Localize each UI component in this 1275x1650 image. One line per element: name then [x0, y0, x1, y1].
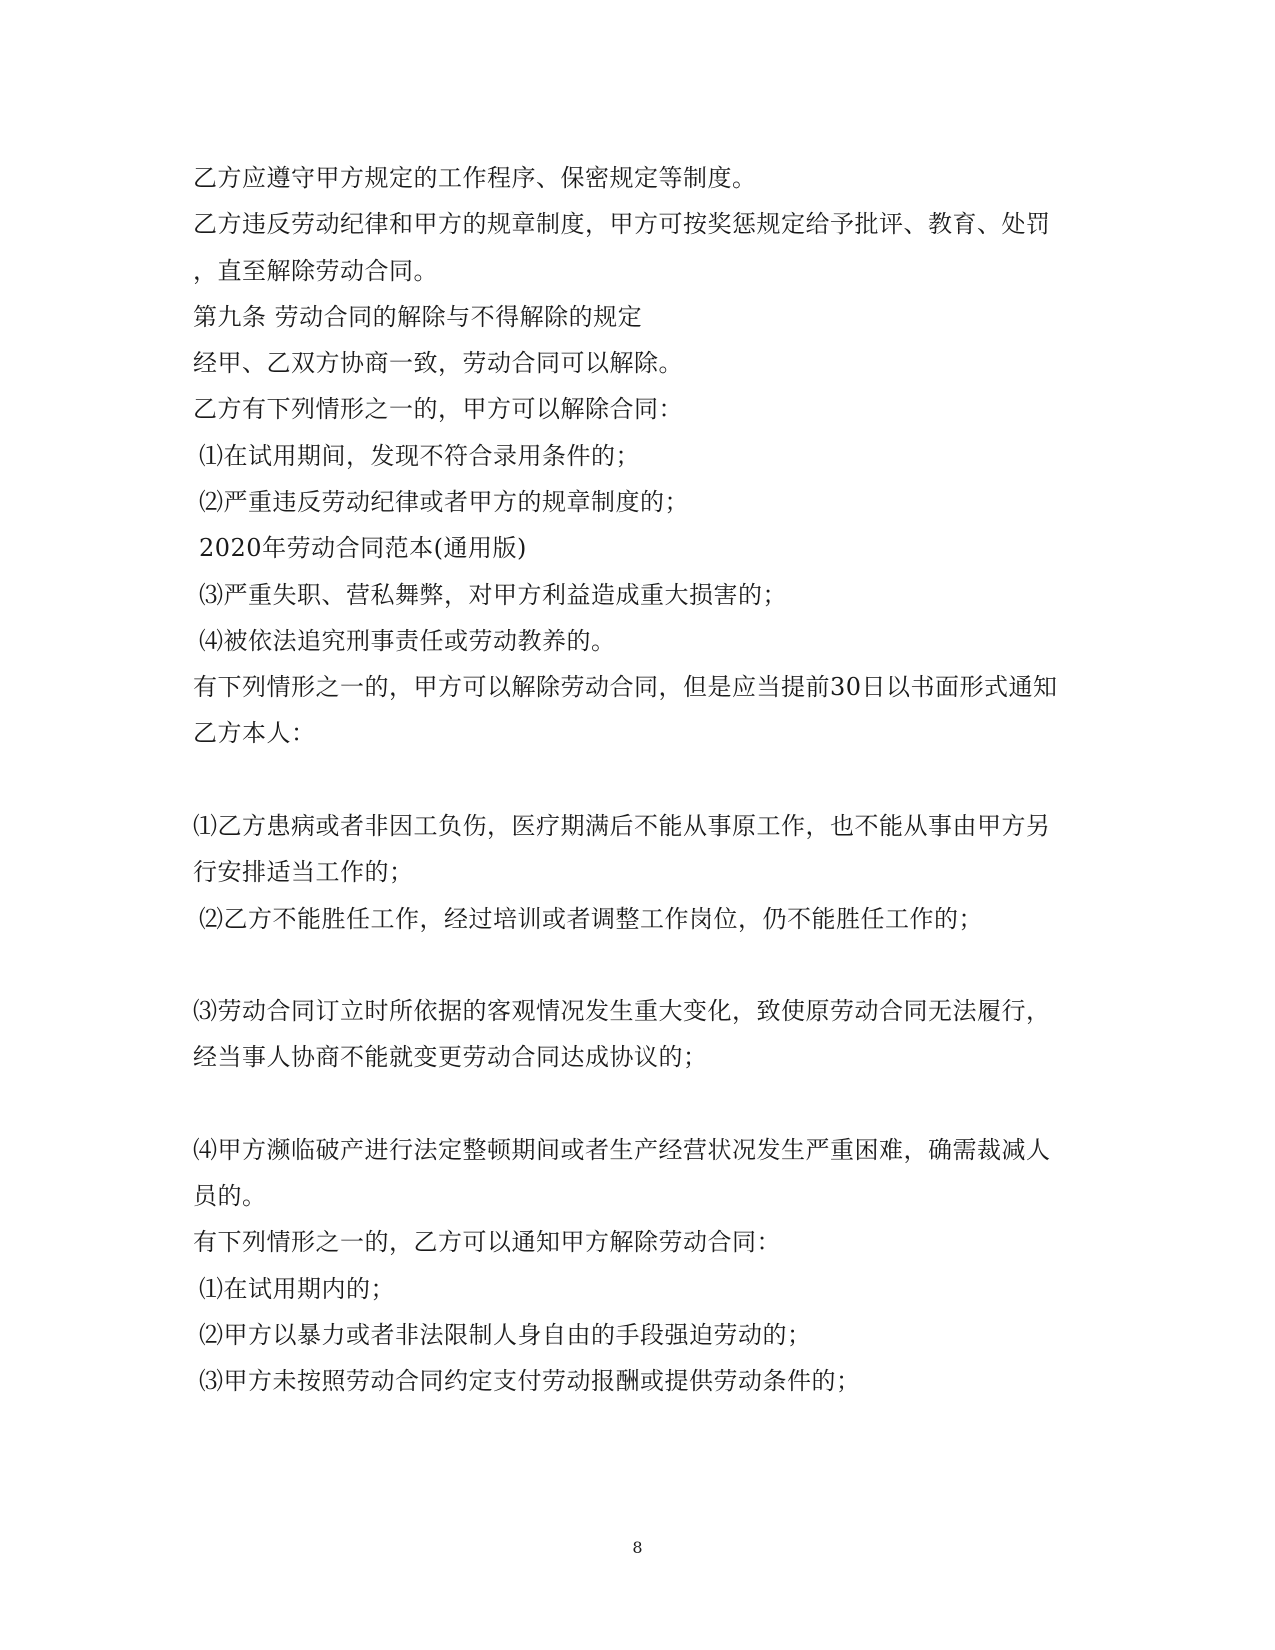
list-item: ⑶严重失职、营私舞弊，对甲方利益造成重大损害的；	[199, 581, 787, 609]
list-item: 行安排适当工作的；	[193, 858, 414, 886]
page-number: 8	[632, 1538, 643, 1557]
list-item: ⑷被依法追究刑事责任或劳动教养的。	[199, 627, 616, 655]
section-heading: 第九条 劳动合同的解除与不得解除的规定	[193, 303, 643, 331]
paragraph-line: 乙方本人：	[193, 719, 316, 747]
running-header: 2020年劳动合同范本(通用版)	[199, 534, 527, 562]
list-item: ⑵乙方不能胜任工作，经过培训或者调整工作岗位，仍不能胜任工作的；	[199, 905, 983, 933]
list-item: ⑵甲方以暴力或者非法限制人身自由的手段强迫劳动的；	[199, 1321, 812, 1349]
list-item: 经当事人协商不能就变更劳动合同达成协议的；	[193, 1043, 708, 1071]
list-item: ⑶劳动合同订立时所依据的客观情况发生重大变化，致使原劳动合同无法履行，	[193, 997, 1051, 1025]
paragraph-line: 有下列情形之一的，甲方可以解除劳动合同，但是应当提前30日以书面形式通知	[193, 673, 1058, 701]
paragraph-line: ，直至解除劳动合同。	[193, 257, 438, 285]
list-item: ⑶甲方未按照劳动合同约定支付劳动报酬或提供劳动条件的；	[199, 1367, 861, 1395]
list-item: 员的。	[193, 1182, 267, 1210]
list-item: ⑴乙方患病或者非因工负伤，医疗期满后不能从事原工作，也不能从事由甲方另	[193, 812, 1051, 840]
list-item: ⑷甲方濒临破产进行法定整顿期间或者生产经营状况发生严重困难，确需裁减人	[193, 1136, 1051, 1164]
list-item: ⑴在试用期内的；	[199, 1275, 395, 1303]
paragraph-line: 乙方有下列情形之一的，甲方可以解除合同：	[193, 395, 683, 423]
paragraph-line: 乙方应遵守甲方规定的工作程序、保密规定等制度。	[193, 164, 757, 192]
list-item: ⑴在试用期间，发现不符合录用条件的；	[199, 442, 640, 470]
paragraph-line: 有下列情形之一的，乙方可以通知甲方解除劳动合同：	[193, 1228, 781, 1256]
paragraph-line: 经甲、乙双方协商一致，劳动合同可以解除。	[193, 349, 683, 377]
paragraph-line: 乙方违反劳动纪律和甲方的规章制度，甲方可按奖惩规定给予批评、教育、处罚	[193, 210, 1051, 238]
list-item: ⑵严重违反劳动纪律或者甲方的规章制度的；	[199, 488, 689, 516]
